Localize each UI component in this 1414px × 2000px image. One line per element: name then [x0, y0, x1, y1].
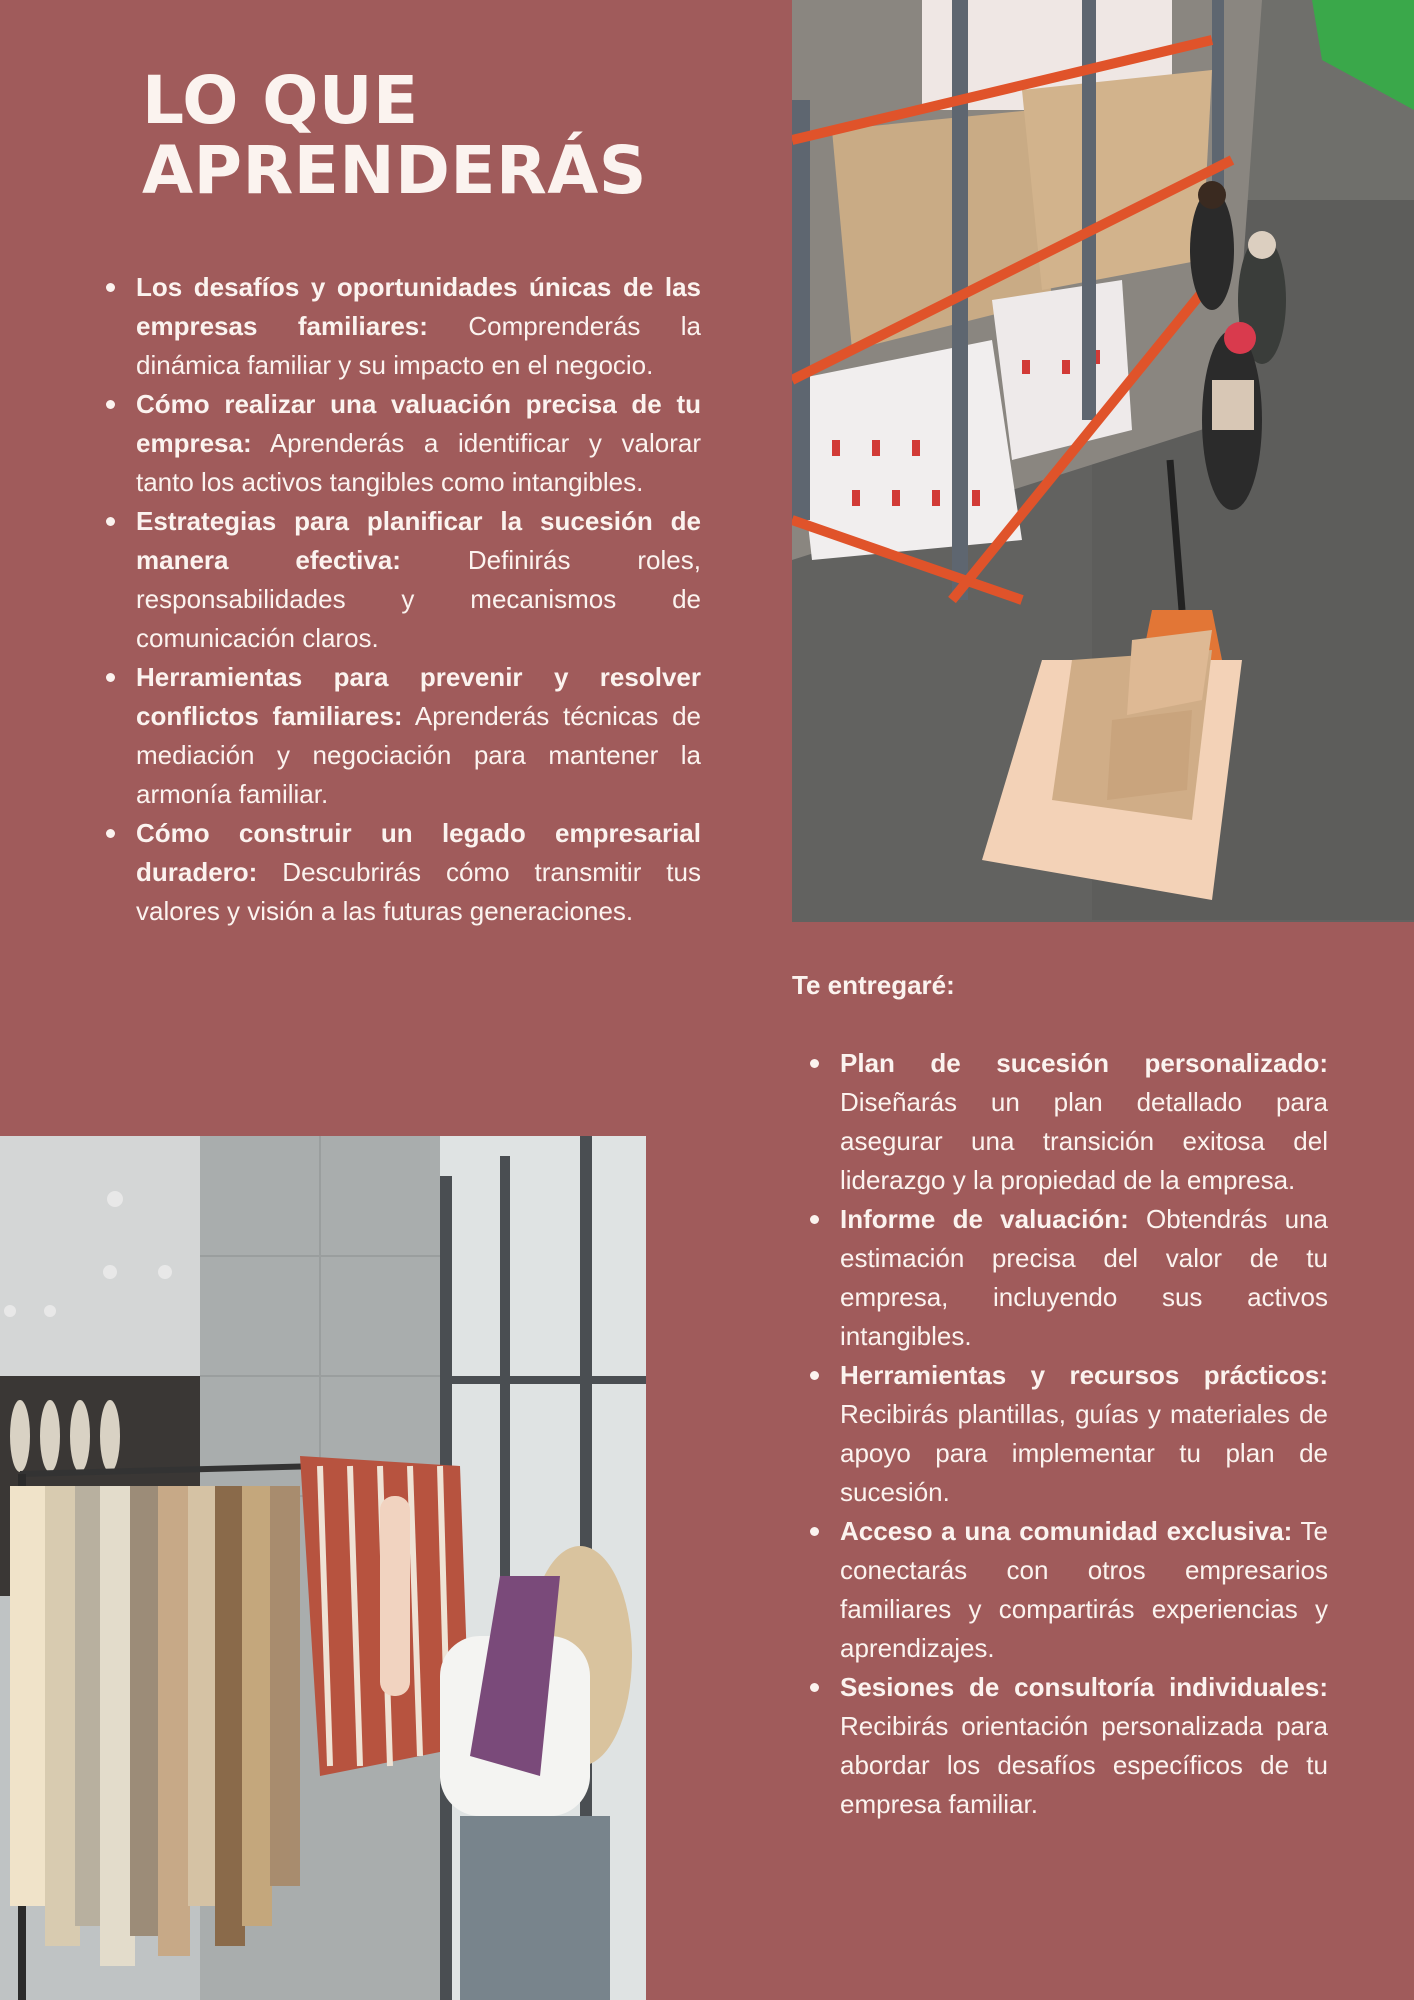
deliver-item-text: Recibirás orientación personalizada para abordar los desafíos específicos de tu empresa familiar.	[840, 1711, 1328, 1819]
deliver-item-text: Obtendrás una estimación precisa del valor de tu empresa, incluyendo sus activos intangibles.	[840, 1204, 1328, 1351]
learn-item	[102, 385, 701, 502]
deliver-item-title: Acceso a una comunidad exclusiva:	[840, 1516, 1293, 1546]
learn-item-title: Cómo realizar una valuación precisa de tu empresa:	[136, 389, 701, 458]
warehouse-photo	[792, 0, 1414, 922]
deliver-item-title: Herramientas y recursos prácticos:	[840, 1360, 1328, 1390]
deliver-list	[806, 1044, 1328, 1824]
learn-item-title: Cómo construir un legado empresarial duradero:	[136, 818, 701, 887]
learn-item	[102, 814, 701, 931]
deliver-item-text: Te conectarás con otros empresarios familiares y compartirás experiencias y aprendizajes.	[840, 1516, 1328, 1663]
learn-item-text: Aprenderás técnicas de mediación y negociación para mantener la armonía familiar.	[136, 701, 701, 809]
deliver-heading: Te entregaré:	[792, 970, 955, 1000]
deliver-item	[806, 1512, 1328, 1668]
learn-item-title: Los desafíos y oportunidades únicas de las empresas familiares:	[136, 272, 701, 341]
learn-item-text: Aprenderás a identificar y valorar tanto los activos tangibles como intangibles.	[136, 428, 701, 497]
learn-item-text: Descubrirás cómo transmitir tus valores y visión a las futuras generaciones.	[136, 857, 701, 926]
title-line-1: LO QUE	[142, 62, 419, 139]
learn-item-text: Definirás roles, responsabilidades y mecanismos de comunicación claros.	[136, 545, 701, 653]
deliver-item-title: Sesiones de consultoría individuales:	[840, 1672, 1328, 1702]
learn-item-title: Herramientas para prevenir y resolver conflictos familiares:	[136, 662, 701, 731]
clothing-store-photo	[0, 1136, 646, 2000]
learn-item-title: Estrategias para planificar la sucesión de manera efectiva:	[136, 506, 701, 575]
title-line-2: APRENDERÁS	[142, 132, 647, 209]
deliver-item-text: Recibirás plantillas, guías y materiales de apoyo para implementar tu plan de sucesión.	[840, 1399, 1328, 1507]
learn-item-text: Comprenderás la dinámica familiar y su impacto en el negocio.	[136, 311, 701, 380]
deliver-item-title: Plan de sucesión personalizado:	[840, 1048, 1328, 1078]
learn-item	[102, 502, 701, 658]
deliver-item	[806, 1356, 1328, 1512]
learn-item	[102, 268, 701, 385]
deliver-item-text: Diseñarás un plan detallado para asegurar una transición exitosa del liderazgo y la propiedad de la empresa.	[840, 1087, 1328, 1195]
deliver-item	[806, 1668, 1328, 1824]
deliver-item	[806, 1200, 1328, 1356]
deliver-item	[806, 1044, 1328, 1200]
learn-list	[102, 268, 701, 931]
learn-item	[102, 658, 701, 814]
deliver-item-title: Informe de valuación:	[840, 1204, 1129, 1234]
page-title	[142, 62, 702, 209]
